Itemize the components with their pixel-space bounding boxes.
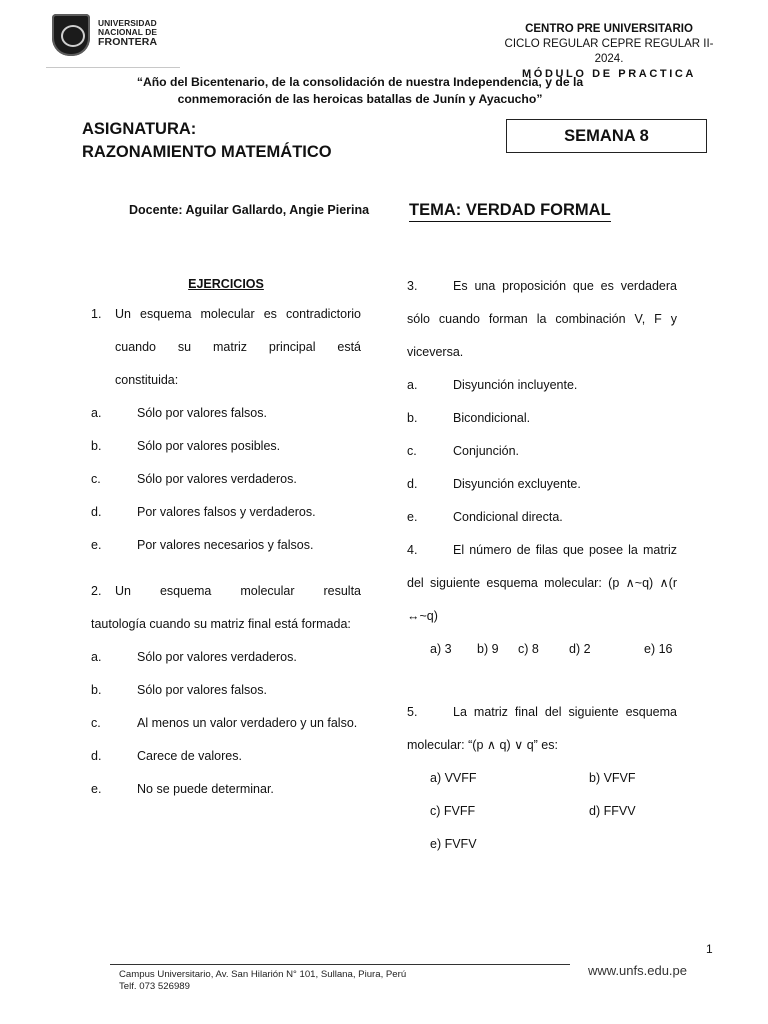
topic-title: TEMA: VERDAD FORMAL — [409, 201, 611, 222]
question-text-line: sólo cuando forman la combinación V, F y — [407, 312, 677, 326]
option-letter: d. — [91, 749, 102, 763]
right-column — [407, 270, 677, 861]
logo-line-2: NACIONAL DE — [98, 27, 158, 38]
question-text-line: Es una proposición que es verdadera — [453, 279, 677, 293]
option-letter: c. — [91, 472, 101, 486]
option-row — [91, 430, 361, 463]
question-text-line: molecular: “(p ∧ q) ∨ q” es: — [407, 738, 558, 752]
page-number: 1 — [706, 942, 713, 956]
choice: b) 9 — [477, 642, 499, 656]
answer-choices-row — [407, 828, 677, 861]
answer-choices-row — [407, 795, 677, 828]
option-text: Por valores necesarios y falsos. — [137, 538, 314, 552]
choice: a) VVFF — [430, 771, 477, 785]
option-text: Al menos un valor verdadero y un falso. — [137, 716, 358, 730]
answer-choices — [407, 633, 677, 666]
footer-website: www.unfs.edu.pe — [588, 963, 688, 978]
option-row — [91, 740, 361, 773]
question-text-line: viceversa. — [407, 345, 464, 359]
university-logo — [46, 10, 181, 68]
option-letter: a. — [91, 650, 102, 664]
option-text: Sólo por valores falsos. — [137, 683, 267, 697]
option-text: Sólo por valores verdaderos. — [137, 472, 297, 486]
question-text-line: constituida: — [115, 373, 179, 387]
question-1 — [91, 298, 361, 397]
question-text-line: Un esquema molecular es contradictorio — [115, 307, 361, 321]
exercises-heading: EJERCICIOS — [188, 277, 264, 291]
option-row — [407, 435, 677, 468]
question-text-line: Un esquema molecular resulta — [115, 584, 361, 598]
option-letter: a. — [91, 406, 102, 420]
option-text: Conjunción. — [453, 444, 520, 458]
choice: e) 16 — [644, 642, 673, 656]
question-4 — [407, 534, 677, 567]
option-row — [407, 402, 677, 435]
question-number: 4. — [407, 543, 418, 557]
option-row — [407, 468, 677, 501]
subject-name: RAZONAMIENTO MATEMÁTICO — [82, 143, 332, 161]
option-letter: b. — [91, 439, 102, 453]
option-row — [91, 641, 361, 674]
question-number: 2. — [91, 584, 102, 598]
option-text: Bicondicional. — [453, 411, 531, 425]
option-text: Disyunción excluyente. — [453, 477, 581, 491]
option-text: Condicional directa. — [453, 510, 563, 524]
option-text: Sólo por valores verdaderos. — [137, 650, 297, 664]
choice: b) VFVF — [589, 771, 636, 785]
option-letter: e. — [91, 538, 102, 552]
footer-address: Campus Universitario, Av. San Hilarión N° 101, Sullana, Piura, Perú — [119, 969, 407, 980]
option-row — [91, 496, 361, 529]
footer-divider — [110, 964, 570, 965]
answer-choices-row — [407, 762, 677, 795]
year-motto — [100, 74, 620, 108]
logo-line-1: UNIVERSIDAD — [98, 18, 157, 28]
question-5 — [407, 696, 677, 729]
option-row — [91, 674, 361, 707]
question-text — [115, 298, 361, 397]
spacer — [91, 562, 361, 575]
choice: d) FFVV — [589, 804, 636, 818]
week-label: SEMANA 8 — [564, 126, 649, 145]
subject-block — [82, 118, 332, 164]
choice: a) 3 — [430, 642, 452, 656]
option-letter: d. — [407, 477, 418, 491]
question-text-line: ↔~q) — [407, 609, 438, 623]
option-row — [407, 369, 677, 402]
choice: e) FVFV — [430, 837, 477, 851]
option-text: Sólo por valores posibles. — [137, 439, 281, 453]
choice: c) FVFF — [430, 804, 476, 818]
option-letter: a. — [407, 378, 418, 392]
option-letter: e. — [91, 782, 102, 796]
question-text-line: del siguiente esquema molecular: (p ∧~q) ∧(r — [407, 576, 677, 590]
footer-phone: Telf. 073 526989 — [119, 981, 190, 992]
university-seal-icon — [52, 14, 90, 56]
logo-line-3: FRONTERA — [98, 36, 158, 49]
option-letter: c. — [91, 716, 101, 730]
option-row — [91, 773, 361, 806]
document-header — [494, 22, 724, 82]
motto-line-1: “Año del Bicentenario, de la consolidación de nuestra Independencia, y de la — [136, 75, 584, 89]
option-row — [91, 529, 361, 562]
motto-line-2: conmemoración de las heroicas batallas de Junín y Ayacucho” — [177, 92, 543, 106]
question-3 — [407, 270, 677, 303]
teacher-name: Docente: Aguilar Gallardo, Angie Pierina — [129, 203, 370, 217]
option-letter: d. — [91, 505, 102, 519]
question-text-line: La matriz final del siguiente esquema — [453, 705, 677, 719]
option-text: Sólo por valores falsos. — [137, 406, 267, 420]
logo-divider — [46, 67, 180, 68]
choice: d) 2 — [569, 642, 591, 656]
option-letter: b. — [91, 683, 102, 697]
question-2 — [91, 575, 361, 608]
choice: c) 8 — [518, 642, 539, 656]
question-text-line: El número de filas que posee la matriz — [453, 543, 677, 557]
left-column — [91, 270, 361, 806]
question-text-line: cuando su matriz principal está — [115, 340, 361, 354]
cycle-name: CICLO REGULAR CEPRE REGULAR II-2024. — [504, 38, 714, 65]
spacer — [407, 666, 677, 696]
module-name: MÓDULO DE PRACTICA — [522, 68, 696, 80]
question-number: 5. — [407, 705, 418, 719]
question-text-line: tautología cuando su matriz final está formada: — [91, 617, 351, 631]
option-row — [407, 501, 677, 534]
logo-text — [98, 19, 157, 48]
option-text: No se puede determinar. — [137, 782, 274, 796]
option-letter: c. — [407, 444, 417, 458]
question-number: 1. — [91, 307, 102, 321]
option-letter: b. — [407, 411, 418, 425]
footer-address-block — [119, 969, 406, 993]
option-row — [91, 397, 361, 430]
question-number: 3. — [407, 279, 418, 293]
subject-label: ASIGNATURA: — [82, 120, 197, 138]
option-row — [91, 463, 361, 496]
option-text: Carece de valores. — [137, 749, 242, 763]
option-row — [91, 707, 361, 740]
option-text: Disyunción incluyente. — [453, 378, 578, 392]
center-name: CENTRO PRE UNIVERSITARIO — [525, 23, 693, 35]
week-box — [506, 119, 707, 153]
option-letter: e. — [407, 510, 418, 524]
option-text: Por valores falsos y verdaderos. — [137, 505, 316, 519]
